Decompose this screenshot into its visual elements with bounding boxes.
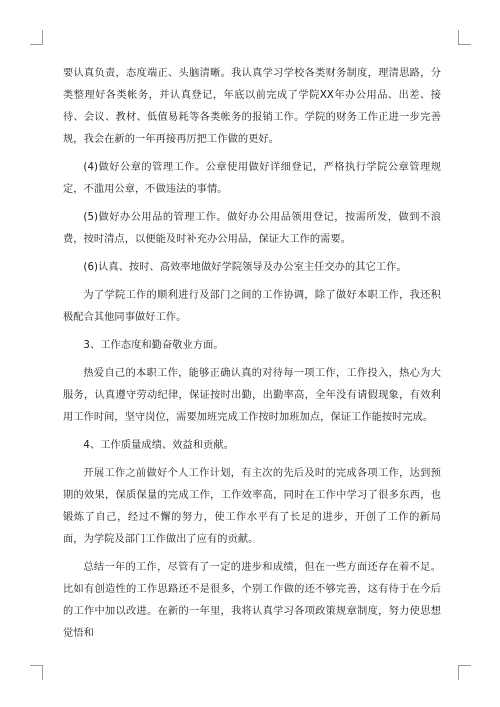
paragraph-summary: 总结一年的工作，尽管有了一定的进步和成绩，但在一些方面还存在着不足。比如有创造性的工作思路还不是很多，个别工作做的还不够完善，这有待于在今后的工作中加以改进。在新的一年里，我将认真学习各项政策规章制度，努力使思想觉悟和 <box>63 562 441 639</box>
section-heading-quality: 4、工作质量成绩、效益和贡献。 <box>83 440 234 451</box>
paragraph-cooperation: 为了学院工作的顺利进行及部门之间的工作协调，除了做好本职工作，我还积极配合其他同事做好工作。 <box>63 290 441 323</box>
paragraph-office-supplies: (5)做好办公用品的管理工作。做好办公用品领用登记，按需所发，做到不浪费，按时清点，以便能及时补充办公用品，保证大工作的需要。 <box>63 212 441 245</box>
crop-mark-top-left <box>30 30 43 45</box>
paragraph-attitude: 热爱自己的本职工作，能够正确认真的对待每一项工作，工作投入，热心为大服务，认真遵守劳动纪律，保证按时出勤，出勤率高，全年没有请假现象，有效利用工作时间，坚守岗位，需要加班完成工作按时加班加点，保证工作能按时完成。 <box>63 368 441 423</box>
section-heading-attitude: 3、工作态度和勤奋敬业方面。 <box>83 340 224 351</box>
document-body <box>63 63 441 651</box>
paragraph-quality: 开展工作之前做好个人工作计划，有主次的先后及时的完成各项工作，达到预期的效果，保质保量的完成工作，工作效率高，同时在工作中学习了很多东西，也锻炼了自己，经过不懈的努力，使工作水平有了长足的进步，开创了工作的新局面，为学院及部门工作做出了应有的贡献。 <box>63 468 441 545</box>
crop-mark-bottom-left <box>30 665 43 680</box>
crop-mark-top-right <box>458 30 471 45</box>
crop-mark-bottom-right <box>458 665 471 680</box>
paragraph-continuation: 要认真负责，态度端正、头脑清晰。我认真学习学校各类财务制度，理清思路，分类整理好各类帐务，并认真登记，年底以前完成了学院XX年办公用品、出差、接待、会议、教材、低值易耗等各类帐务的报销工作。学院的财务工作正进一步完善规，我会在新的一年再接再厉把工作做的更好。 <box>63 68 441 145</box>
paragraph-seal-management: (4)做好公章的管理工作。公章使用做好详细登记，严格执行学院公章管理规定，不滥用公章，不做违法的事情。 <box>63 162 441 195</box>
paragraph-other-tasks: (6)认真、按时、高效率地做好学院领导及办公室主任交办的其它工作。 <box>83 262 407 273</box>
